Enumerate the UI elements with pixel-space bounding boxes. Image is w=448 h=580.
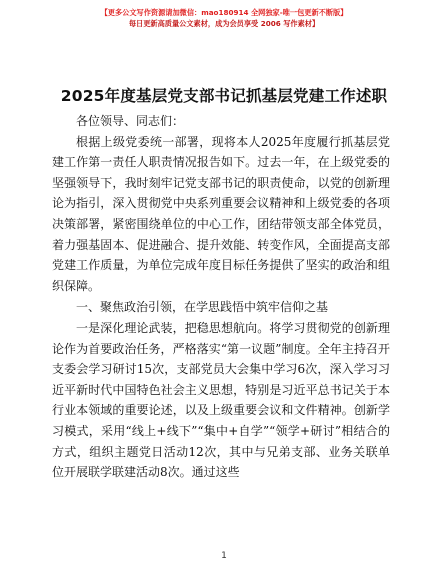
promo-banner-line-1: 【更多公文写作资源请加微信：mao180914 全网独家-唯一包更新不断版】 — [100, 8, 348, 17]
promo-banner-line-2: 每日更新高质量公文素材，成为会员享受 2006 写作素材】 — [128, 19, 320, 28]
page-number: 1 — [221, 551, 227, 561]
document-title: 2025年度基层党支部书记抓基层党建工作述职 — [60, 87, 388, 105]
intro-paragraph: 根据上级党委统一部署，现将本人2025年度履行抓基层党建工作第一责任人职责情况报告如下。过去一年，在上级党委的坚强领导下，我时刻牢记党支部书记的职责使命，以党的创新理论为指引，深入贯彻党中央系列重要会议精神和上级党委的各项决策部署，紧密围绕单位的中心工作，团结带领支部全体党员，着力强基固本、促进融合、提升效能、转变作风，全面提高支部党建工作质量，为单位完成年度目标任务提供了坚实的政治和组织保障。 — [52, 134, 390, 293]
salutation: 各位领导、同志们： — [76, 114, 185, 128]
document-body — [52, 111, 390, 483]
promo-banner — [0, 7, 448, 29]
section-heading: 一、聚焦政治引领，在学思践悟中筑牢信仰之基 — [76, 300, 329, 315]
section-paragraph: 一是深化理论武装，把稳思想航向。将学习贯彻党的创新理论作为首要政治任务，严格落实“第一议题”制度。全年主持召开支委会学习研讨15次，支部党员大会集中学习6次，深入学习习近平新时代中国特色社会主义思想，特别是习近平总书记关于本行业本领域的重要论述，以及上级重要会议和文件精神。创新学习模式，采用“线上+线下”“集中+自学”“领学+研讨”相结合的方式，组织主题党日活动12次，其中与兄弟支部、业务关联单位开展联学联建活动8次。通过这些 — [52, 320, 390, 480]
